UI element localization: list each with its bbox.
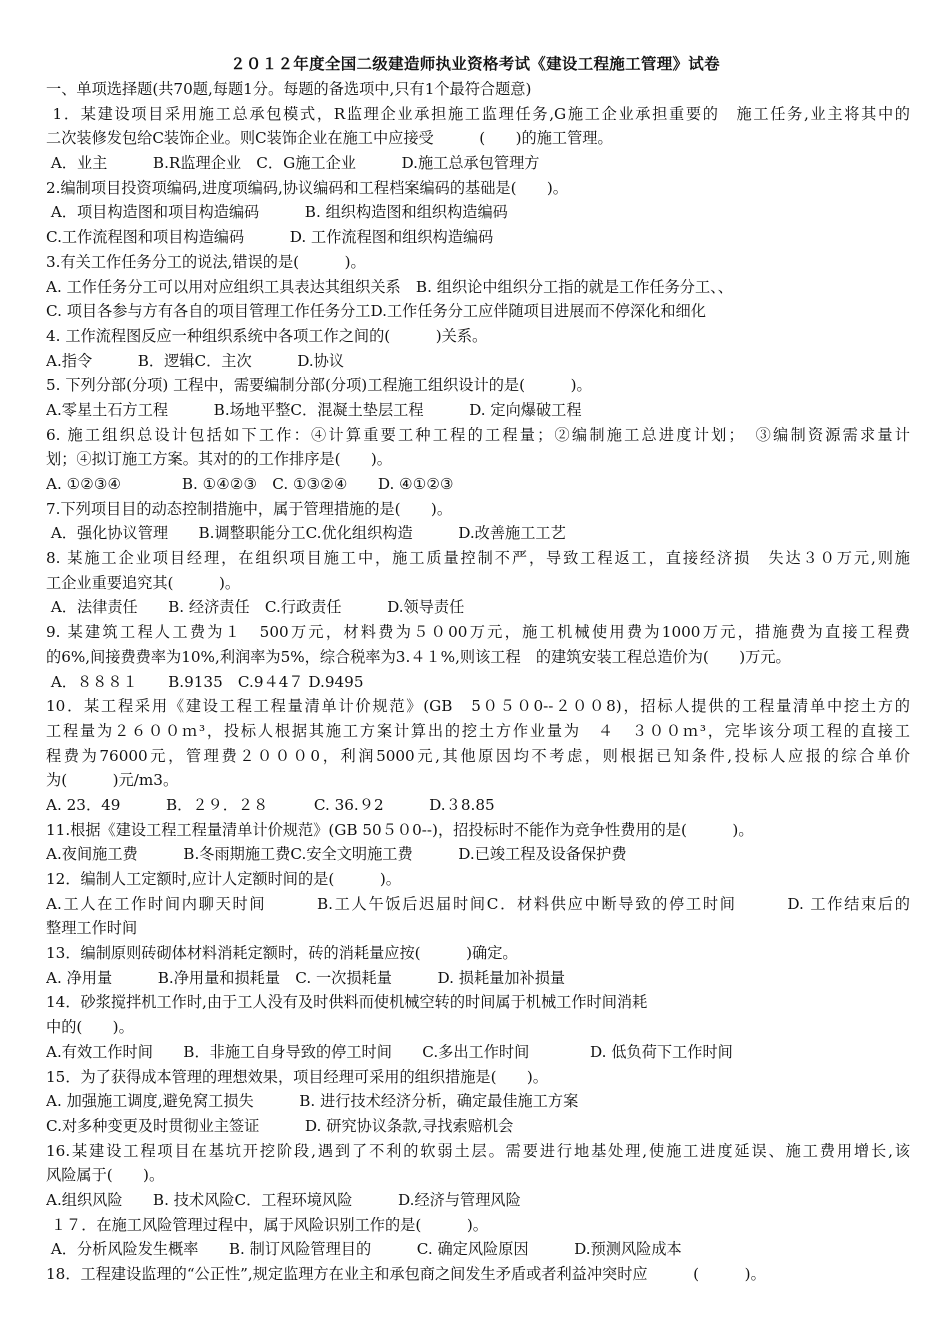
text-line: 13．编制原则砖砌体材料消耗定额时，砖的消耗量应按( )确定。 bbox=[46, 944, 518, 963]
text-line: C. 项目各参与方有各自的项目管理工作任务分工D.工作任务分工应伴随项目进展而不停深化和细化 bbox=[46, 302, 706, 321]
text-line: 风险属于( )。 bbox=[46, 1166, 165, 1185]
text-line: 6. 施工组织总设计包括如下工作：④计算重要工种工程的工程量；②编制施工总进度计划； ③编制资源需求量计 bbox=[46, 425, 910, 444]
text-line: 二次装修发包给C装饰企业。则C装饰企业在施工中应接受 ( )的施工管理。 bbox=[46, 129, 613, 148]
text-line: 一、单项选择题(共70题,每题1分。每题的备选项中,只有1个最符合题意) bbox=[46, 80, 532, 98]
text-line: A.夜间施工费 B.冬雨期施工费C.安全文明施工费 D.已竣工程及设备保护费 bbox=[46, 845, 627, 864]
text-line: A．８８８１ B.9135 C.9４4７ D.9495 bbox=[46, 672, 364, 691]
text-line: A.指令 B．逻辑C．主次 D.协议 bbox=[46, 351, 345, 370]
text-line: 18．工程建设监理的“公正性”,规定监理方在业主和承包商之间发生矛盾或者利益冲突时应 ( )。 bbox=[46, 1265, 766, 1283]
text-line: A.组织风险 B. 技术风险C．工程环境风险 D.经济与管理风险 bbox=[46, 1190, 521, 1209]
text-line: 12．编制人工定额时,应计人定额时间的是( )。 bbox=[46, 870, 401, 888]
text-line: 为( )元/m3。 bbox=[46, 771, 179, 790]
text-line: A.有效工作时间 B．非施工自身导致的停工时间 C.多出工作时间 D. 低负荷下工作时间 bbox=[46, 1042, 733, 1061]
text-line: A．业主 B.R监理企业 C．G施工企业 D.施工总承包管理方 bbox=[46, 154, 540, 173]
text-line: 7.下列项目目的动态控制措施中，属于管理措施的是( )。 bbox=[46, 499, 453, 518]
text-line: 15．为了获得成本管理的理想效果，项目经理可采用的组织措施是( )。 bbox=[46, 1067, 548, 1086]
text-line: 1．某建设项目采用施工总承包模式，R监理企业承担施工监理任务,G施工企业承担重要的 施工任务,业主将其中的 bbox=[46, 104, 910, 123]
text-line: 9. 某建筑工程人工费为１ 500万元，材料费为５０00万元，施工机械使用费为1000万元，措施费为直接工程费 bbox=[46, 623, 910, 642]
text-line: 程费为76000元，管理费２０００0，利润5000元,其他原因均不考虑，则根据已知条件,投标人应报的综合单价 bbox=[46, 746, 910, 765]
text-line: A. 加强施工调度,避免窝工损失 B. 进行技术经济分析，确定最佳施工方案 bbox=[46, 1092, 579, 1111]
text-line: 中的( )。 bbox=[46, 1018, 134, 1037]
text-line: 4. 工作流程图反应一种组织系统中各项工作之间的( )关系。 bbox=[46, 326, 488, 345]
text-line: 工企业重要追究其( )。 bbox=[46, 573, 241, 592]
text-line: 整理工作时间 bbox=[46, 919, 138, 938]
text-line: A．分析风险发生概率 B. 制订风险管理目的 C. 确定风险原因 D.预测风险成本 bbox=[46, 1240, 682, 1259]
text-line: A.零星土石方工程 B.场地平整C．混凝土垫层工程 D. 定向爆破工程 bbox=[46, 400, 582, 419]
text-line: 10．某工程采用《建设工程工程量清单计价规范》(GB 5０５０0--２００8)，招标人提供的工程量清单中挖土方的 bbox=[46, 697, 910, 716]
text-line: １７．在施工风险管理过程中，属于风险识别工作的是( )。 bbox=[46, 1215, 488, 1234]
text-line: A．项目构造图和项目构造编码 B. 组织构造图和组织构造编码 bbox=[46, 203, 508, 222]
text-line: A. 净用量 B.净用量和损耗量 C. 一次损耗量 D. 损耗量加补损量 bbox=[46, 968, 566, 987]
text-line: C.对多种变更及时贯彻业主签证 D. 研究协议条款,寻找索赔机会 bbox=[46, 1116, 514, 1135]
text-line: 11.根据《建设工程工程量清单计价规范》(GB 50５０0--)，招投标时不能作为竞争性费用的是( )。 bbox=[46, 820, 754, 839]
text-line: 工程量为２６００ｍ³，投标人根据其施工方案计算出的挖土方作业量为 ４ ３００ｍ³，完毕该分项工程的直接工 bbox=[46, 721, 910, 740]
text-line: 16.某建设工程项目在基坑开挖阶段,遇到了不利的软弱土层。需要进行地基处理,使施工进度延误、施工费用增长,该 bbox=[46, 1141, 910, 1160]
text-line: A．强化协议管理 B.调整职能分工C.优化组织构造 D.改善施工工艺 bbox=[46, 524, 566, 543]
text-line: A. 工作任务分工可以用对应组织工具表达其组织关系 B. 组织论中组织分工指的就是工作任务分工、、 bbox=[46, 277, 733, 296]
text-line: 3.有关工作任务分工的说法,错误的是( )。 bbox=[46, 252, 366, 271]
text-line: 8. 某施工企业项目经理，在组织项目施工中，施工质量控制不严，导致工程返工，直接经济损 失达３０万元,则施 bbox=[46, 549, 910, 568]
text-line: 2.编制项目投资项编码,进度项编码,协议编码和工程档案编码的基础是( )。 bbox=[46, 178, 568, 197]
exam-title: ２０１２年度全国二级建造师执业资格考试《建设工程施工管理》试卷 bbox=[230, 54, 720, 73]
question-lines bbox=[46, 77, 910, 1287]
text-line: A. ①②③④ B. ①④②③ C. ①③②④ D. ④①②③ bbox=[46, 475, 454, 493]
text-line: A. 23．49 B．２９．２８ C. 36.９2 D.３8.85 bbox=[46, 795, 495, 814]
text-line: C.工作流程图和项目构造编码 D. 工作流程图和组织构造编码 bbox=[46, 228, 494, 247]
text-line: A．法律责任 B. 经济责任 C.行政责任 D.领导责任 bbox=[46, 598, 465, 617]
text-line: 的6%,间接费费率为10%,利润率为5%，综合税率为3.４１%,则该工程 的建筑安装工程总造价为( )万元。 bbox=[46, 647, 791, 666]
text-line: 5. 下列分部(分项) 工程中，需要编制分部(分项)工程施工组织设计的是( )。 bbox=[46, 376, 592, 395]
text-line: A.工人在工作时间内聊天时间 B.工人午饭后迟届时间C．材料供应中断导致的停工时间 D. 工作结束后的 bbox=[46, 894, 910, 913]
text-line: 14．砂浆搅拌机工作时,由于工人没有及时供料而使机械空转的时间属于机械工作时间消耗 bbox=[46, 993, 648, 1012]
text-line: 划；④拟订施工方案。其对的的工作排序是( )。 bbox=[46, 450, 392, 469]
